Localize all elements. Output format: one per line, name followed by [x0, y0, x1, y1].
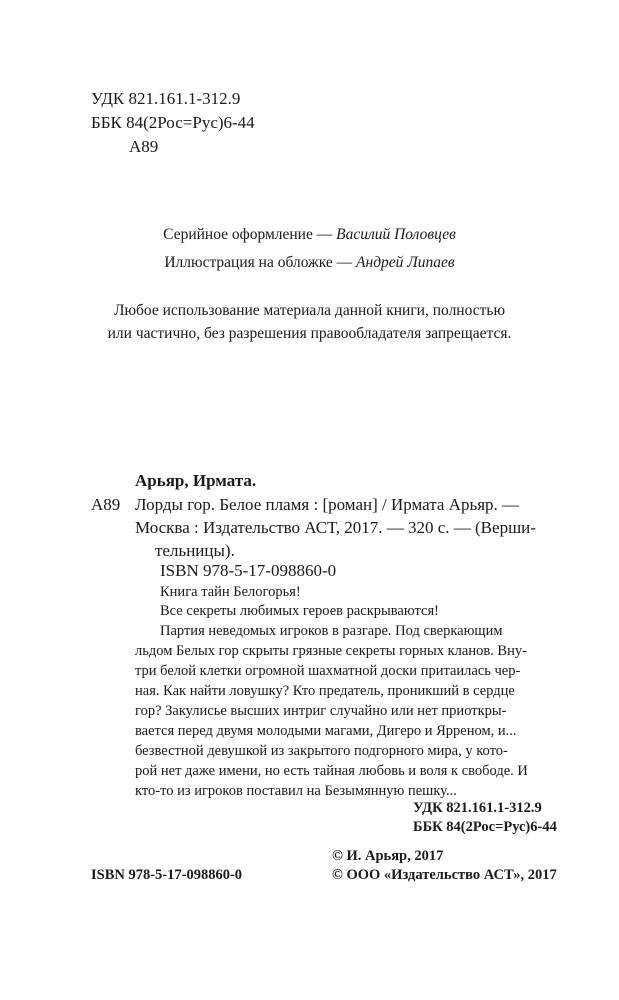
annotation-line: льдом Белых гор скрыты грязные секреты горных кланов. Вну- — [135, 643, 527, 659]
annotation-line: кто-то из игроков поставил на Безымянную пешку... — [135, 783, 457, 799]
cutter-code: А89 — [129, 137, 159, 156]
annotation-tagline: Все секреты любимых героев раскрываются! — [160, 603, 439, 619]
author-heading: Арьяр, Ирмата. — [135, 471, 257, 490]
bbk-code: ББК 84(2Рос=Рус)6-44 — [91, 113, 255, 132]
bib-isbn: ISBN 978-5-17-098860-0 — [160, 561, 337, 580]
bib-description-line: Лорды гор. Белое пламя : [роман] / Ирмата Арьяр. — — [135, 495, 520, 514]
bib-description-line: тельницы). — [155, 541, 235, 560]
illustration-label: Иллюстрация на обложке — — [164, 254, 357, 271]
udk-code-bottom: УДК 821.161.1-312.9 — [413, 800, 542, 816]
bbk-code-bottom: ББК 84(2Рос=Рус)6-44 — [413, 819, 557, 835]
author-copyright: © И. Арьяр, 2017 — [332, 848, 444, 864]
isbn-bottom: ISBN 978-5-17-098860-0 — [91, 867, 243, 883]
usage-notice-line: или частично, без разрешения правообладателя запрещается. — [107, 325, 512, 342]
series-design-label: Серийное оформление — — [163, 226, 337, 243]
annotation-line: Партия неведомых игроков в разгаре. Под сверкающим — [160, 623, 503, 639]
bib-cutter-code: А89 — [91, 495, 121, 514]
annotation-line: безвестной девушкой из закрытого подгорного мира, у кото- — [135, 743, 508, 759]
annotation-line: рой нет даже имени, но есть тайная любовь и воля к свободе. И — [135, 763, 528, 779]
annotation-tagline: Книга тайн Белогорья! — [160, 584, 301, 600]
udk-code: УДК 821.161.1-312.9 — [91, 89, 241, 108]
annotation-line: гор? Закулисье высших интриг случайно или нет приоткры- — [135, 703, 507, 719]
usage-notice-line: Любое использование материала данной книги, полностью — [113, 302, 506, 319]
bib-description-line: Москва : Издательство АСТ, 2017. — 320 с. — (Верши- — [135, 518, 536, 537]
publisher-copyright: © ООО «Издательство АСТ», 2017 — [332, 867, 557, 883]
cover-illustration-credit — [0, 254, 619, 272]
series-design-credit — [0, 226, 619, 244]
series-designer-name: Василий Половцев — [336, 226, 456, 243]
annotation-line: вается перед двумя молодыми магами, Дигеро и Ярреном, и... — [135, 723, 517, 739]
annotation-line: три белой клетки огромной шахматной доски притаилась чер- — [135, 663, 521, 679]
annotation-line: ная. Как найти ловушку? Кто предатель, проникший в сердце — [135, 683, 515, 699]
illustrator-name: Андрей Липаев — [356, 254, 455, 271]
